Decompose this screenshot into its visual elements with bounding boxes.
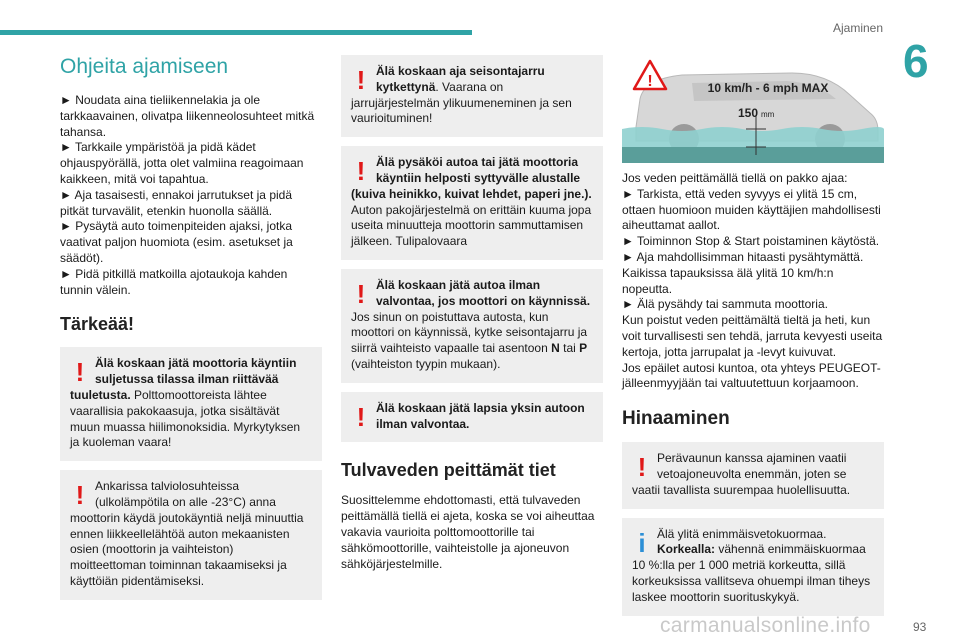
warning-box-ventilation: ! Älä koskaan jätä moottoria käyntiin suljetussa tilassa ilman riittävää tuuletusta. Polttomoottoreista lähtee vaarallisia pakokaasuja, jotka sisältävät muun muassa hiilimonoksidia. Myrkytyksen ja kuoleman vaara! [60, 347, 322, 461]
tip-item: ► Aja tasaisesti, ennakoi jarrutukset ja pidä pitkät turvavälit, etenkin huonolla säällä. [60, 187, 293, 218]
speed-label: 10 km/h - 6 mph MAX [707, 81, 829, 95]
flood-illustration [622, 55, 884, 163]
warning-box-flammable: ! Älä pysäköi autoa tai jätä moottoria käyntiin helposti syttyvälle alustalle (kuiva heinikko, kuivat lehdet, paperi jne.). Auton pakojärjestelmä on erittäin kuuma jopa useita minuutteja moottorin sammuttamisen jälkeen. Tulipalovaara [341, 146, 603, 260]
tip-item: ► Tarkkaile ympäristöä ja pidä kädet ohjauspyörällä, jotta olet valmiina reagoimaan kaikkeen, mitä voi tapahtua. [60, 140, 304, 186]
depth-value: 150 [737, 106, 758, 120]
warning-icon: ! [356, 278, 366, 309]
svg-text:!: ! [647, 73, 653, 90]
important-heading: Tärkeää! [60, 314, 135, 335]
column-3 [622, 55, 884, 625]
warning-icon: ! [356, 401, 366, 432]
page-number: 93 [913, 620, 927, 634]
flood-paragraph: Suosittelemme ehdottomasti, että tulvaveden peittämällä tiellä ei ajeta, koska se voi aiheuttaa vakavia vaurioita polttomoottorille tai sähkömoottorille, vaihteistolle ja ajoneuvon sähköjärjestelmille. [341, 493, 595, 571]
towing-heading: Hinaaminen [622, 408, 730, 430]
warning-icon: ! [356, 65, 366, 95]
warning-box-winter: ! Ankarissa talviolosuhteissa (ulkolämpötila on alle -23°C) anna moottorin käydä joutokäyntiä neljä minuuttia ennen liikkeellelähtöä auton mekaanisten osien (moottorin ja vaihteiston) moitteettoman toiminnan takaamiseksi ja käyttöiän pidentämiseksi. [60, 470, 322, 600]
info-box-towing-load: i Älä ylitä enimmäisvetokuormaa. Korkealla: vähennä enimmäiskuormaa 10 %:lla per 1 000 metriä korkeutta, sillä korkeuksissa vallitseva ohuempi ilman tiheys laskee moottorin suorituskykyä. [622, 518, 884, 616]
warning-box-unattended: ! Älä koskaan jätä autoa ilman valvontaa, jos moottori on käynnissä. Jos sinun on poistuttava autosta, kun moottori on käynnissä, kytke seisontajarru ja siirrä vaihteisto vapaalle tai asentoon N tai P (vaihteiston tyypin mukaan). [341, 269, 603, 383]
header-bar [0, 30, 472, 35]
watermark: carmanualsonline.info [660, 614, 871, 637]
flood-figure [622, 55, 884, 163]
tip-item: ► Pidä pitkillä matkoilla ajotaukoja kahden tunnin välein. [60, 266, 288, 297]
column-2 [341, 55, 603, 572]
tip-item: ► Pysäytä auto toimenpiteiden ajaksi, jotka vaativat paljon huomiota (esim. asetukset ja säädöt). [60, 219, 293, 265]
warning-box-trailer: ! Perävaunun kanssa ajaminen vaatii vetoajoneuvolta enemmän, joten se vaatii tavallista suurempaa huolellisuutta. [622, 442, 884, 508]
warning-icon: ! [75, 480, 85, 511]
warning-icon: ! [637, 452, 647, 483]
warning-box-parking-brake: ! Älä koskaan aja seisontajarru kytkettynä. Vaarana on jarrujärjestelmän ylikuumeneminen ja sen vaurioituminen! [341, 55, 603, 137]
depth-unit: mm [761, 110, 775, 119]
warning-icon: ! [75, 357, 85, 388]
road [622, 147, 884, 163]
flood-heading: Tulvaveden peittämät tiet [341, 460, 556, 481]
tips-list [60, 93, 322, 298]
warning-icon: ! [356, 156, 366, 187]
warning-box-children: ! Älä koskaan jätä lapsia yksin autoon ilman valvontaa. [341, 392, 603, 443]
info-icon: i [638, 527, 646, 558]
column-1 [60, 55, 322, 609]
section-title-driving-tips: Ohjeita ajamiseen [60, 55, 229, 78]
water-instructions: Jos veden peittämällä tiellä on pakko ajaa: ► Tarkista, että veden syvyys ei ylitä 15 cm, ottaen huomioon muiden käyttäjien mahdollisesti aiheuttamat aallot. ► Toiminnon Stop & Start poistaminen käytöstä. ► Aja mahdollisimman hitaasti pysähtymättä. Kaikissa tapauksissa älä ylitä 10 km/h:n nopeutta. ► Älä pysähdy tai sammuta moottoria. Kun poistut veden peittämältä tieltä ja heti, kun voit turvallisesti sen tehdä, jarruta kevyesti useita kertoja, jotta jarrupalat ja -levyt kuivuvat. Jos epäilet autosi kuntoa, ota yhteys PEUGEOT-jälleenmyyjään tai valtuutettuun korjaamoon. [622, 171, 883, 391]
chapter-number: 6 [903, 35, 929, 87]
section-name: Ajaminen [833, 21, 884, 35]
tip-item: ► Noudata aina tieliikennelakia ja ole tarkkaavainen, olivatpa liikenneolosuhteet mitkä tahansa. [60, 93, 315, 139]
